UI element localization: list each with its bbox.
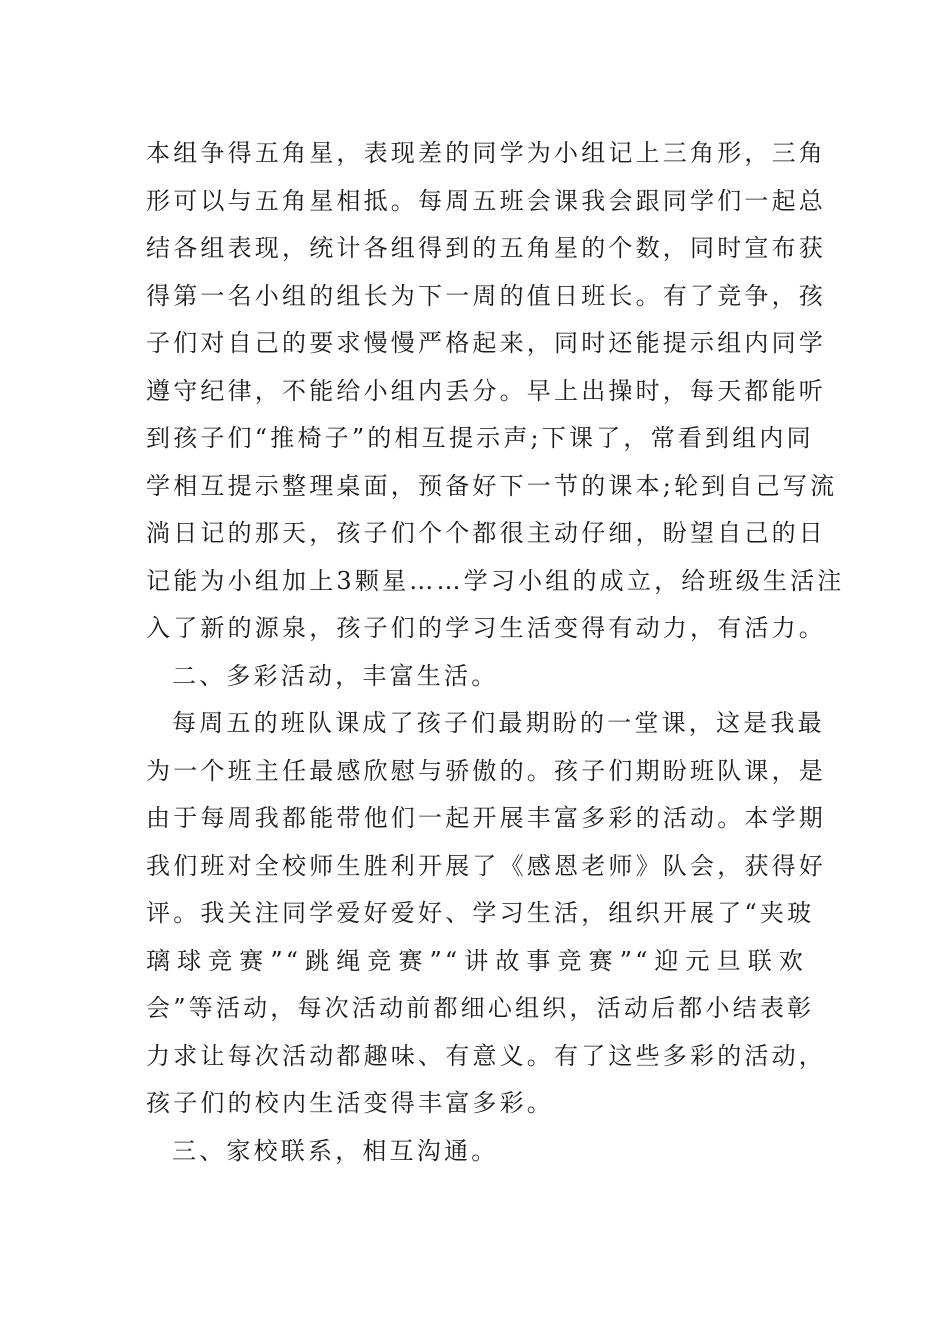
- section-heading: 三、家校联系，相互沟通。: [172, 1136, 499, 1165]
- text-line: 入了新的源泉，孩子们的学习生活变得有动力，有活力。: [146, 614, 826, 642]
- text-line: 结各组表现，统计各组得到的五角星的个数，同时宣布获: [146, 234, 826, 262]
- text-line: 得第一名小组的组长为下一周的值日班长。有了竞争，孩: [146, 281, 826, 310]
- text-line: 记能为小组加上3颗星……学习小组的成立，给班级生活注: [146, 566, 845, 595]
- text-line: 形可以与五角星相抵。每周五班会课我会跟同学们一起总: [146, 186, 826, 215]
- text-line: 会”等活动，每次活动前都细心组织，活动后都小结表彰: [146, 994, 815, 1022]
- text-line: 力求让每次活动都趣味、有意义。有了这些多彩的活动，: [146, 1041, 826, 1070]
- text-line: 遵守纪律，不能给小组内丢分。早上出操时，每天都能听: [146, 376, 826, 405]
- text-line: 学相互提示整理桌面，预备好下一节的课本;轮到自己写流: [146, 471, 838, 500]
- text-line: 为一个班主任最感欣慰与骄傲的。孩子们期盼班队课，是: [146, 756, 826, 785]
- text-line: 由于每周我都能带他们一起开展丰富多彩的活动。本学期: [146, 804, 826, 832]
- section-heading: 二、多彩活动，丰富生活。: [172, 661, 499, 690]
- text-line: 评。我关注同学爱好爱好、学习生活，组织开展了“夹玻: [146, 899, 815, 927]
- document-body: [146, 130, 845, 1175]
- text-line: 到孩子们“推椅子”的相互提示声;下课了，常看到组内同: [146, 424, 814, 452]
- text-line: 每周五的班队课成了孩子们最期盼的一堂课，这是我最: [172, 709, 825, 737]
- text-line: 我们班对全校师生胜利开展了《感恩老师》队会，获得好: [146, 851, 826, 880]
- text-line: 子们对自己的要求慢慢严格起来，同时还能提示组内同学: [146, 329, 826, 357]
- text-line: 淌日记的那天，孩子们个个都很主动仔细，盼望自己的日: [146, 519, 826, 547]
- text-line: 璃球竞赛”“跳绳竞赛”“讲故事竞赛”“迎元旦联欢: [146, 946, 806, 975]
- text-line: 本组争得五角星，表现差的同学为小组记上三角形，三角: [146, 139, 826, 167]
- text-line: 孩子们的校内生活变得丰富多彩。: [146, 1089, 554, 1117]
